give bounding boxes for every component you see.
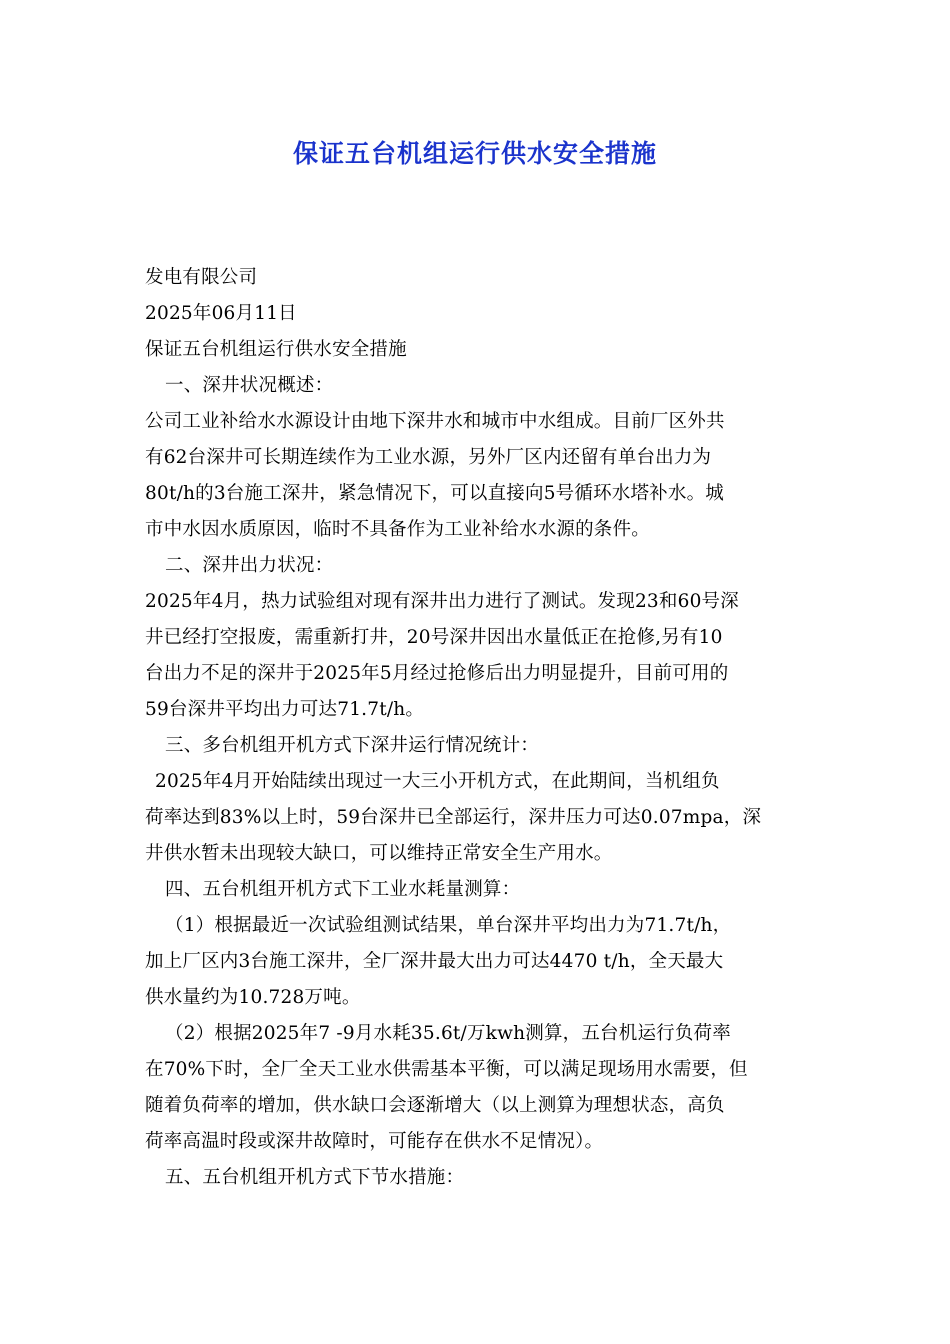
paragraph-line: 2025年4月，热力试验组对现有深井出力进行了测试。发现23和60号深 (145, 591, 739, 612)
section-4-heading: 四、五台机组开机方式下工业水耗量测算： (165, 879, 521, 900)
paragraph-line: 井已经打空报废，需重新打井，20号深井因出水量低正在抢修,另有10 (145, 627, 723, 648)
paragraph-line: （2）根据2025年7 -9月水耗35.6t/万kwh测算，五台机运行负荷率 (165, 1023, 731, 1044)
section-2-paragraph (145, 584, 810, 728)
paragraph-line: 随着负荷率的增加，供水缺口会逐渐增大（以上测算为理想状态，高负 (145, 1095, 725, 1116)
paragraph-line: 2025年4月开始陆续出现过一大三小开机方式，在此期间，当机组负 (155, 771, 720, 792)
paragraph-line: 加上厂区内3台施工深井，全厂深井最大出力可达4470 t/h，全天最大 (145, 951, 724, 972)
paragraph-line: 供水量约为10.728万吨。 (145, 987, 361, 1008)
section-5-heading: 五、五台机组开机方式下节水措施： (165, 1167, 465, 1188)
section-4-paragraph-2 (145, 1016, 810, 1160)
paragraph-line: 公司工业补给水水源设计由地下深井水和城市中水组成。目前厂区外共 (145, 411, 725, 432)
section-2-heading: 二、深井出力状况： (165, 555, 334, 576)
company-name: 发电有限公司 (145, 267, 258, 288)
paragraph-line: 荷率达到83%以上时，59台深井已全部运行，深井压力可达0.07mpa，深 (145, 807, 762, 828)
paragraph-line: 80t/h的3台施工深井，紧急情况下，可以直接向5号循环水塔补水。城 (145, 483, 724, 504)
section-3-heading: 三、多台机组开机方式下深井运行情况统计： (165, 735, 540, 756)
paragraph-line: 有62台深井可长期连续作为工业水源，另外厂区内还留有单台出力为 (145, 447, 712, 468)
document-date: 2025年06月11日 (145, 303, 297, 324)
document-body (145, 260, 810, 1196)
paragraph-line: 在70%下时，全厂全天工业水供需基本平衡，可以满足现场用水需要，但 (145, 1059, 748, 1080)
section-1-paragraph (145, 404, 810, 548)
paragraph-line: 井供水暂未出现较大缺口，可以维持正常安全生产用水。 (145, 843, 613, 864)
paragraph-line: 台出力不足的深井于2025年5月经过抢修后出力明显提升，目前可用的 (145, 663, 729, 684)
section-4-paragraph-1 (145, 908, 810, 1016)
section-1-heading: 一、深井状况概述： (165, 375, 334, 396)
paragraph-line: 市中水因水质原因，临时不具备作为工业补给水水源的条件。 (145, 519, 650, 540)
paragraph-line: 59台深井平均出力可达71.7t/h。 (145, 699, 425, 720)
paragraph-line: （1）根据最近一次试验组测试结果，单台深井平均出力为71.7t/h， (165, 915, 732, 936)
paragraph-line: 荷率高温时段或深井故障时，可能存在供水不足情况）。 (145, 1131, 604, 1152)
section-3-paragraph (145, 764, 810, 872)
document-title: 保证五台机组运行供水安全措施 (292, 139, 657, 168)
document-subtitle: 保证五台机组运行供水安全措施 (145, 339, 407, 360)
